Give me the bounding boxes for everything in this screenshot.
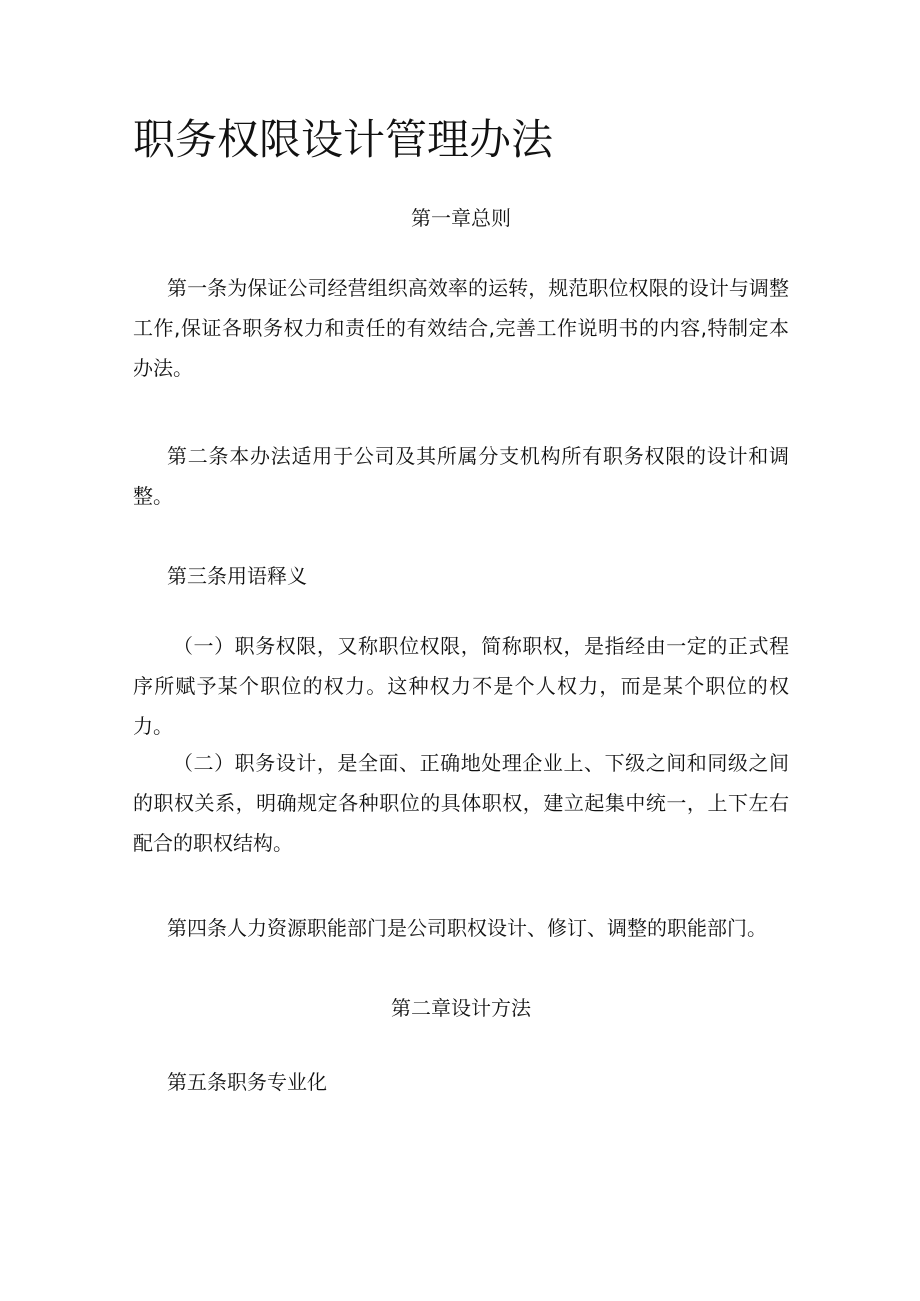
document-title: 职务权限设计管理办法 [133,115,554,164]
article-3: 第三条用语释义 [167,564,307,588]
chapter-1-heading: 第一章总则 [411,206,511,230]
article-2: 第二条本办法适用于公司及其所属分支机构所有职务权限的设计和调整。 [133,444,789,508]
article-1: 第一条为保证公司经营组织高效率的运转，规范职位权限的设计与调整工作,保证各职务权力和责任的有效结合,完善工作说明书的内容,特制定本办法。 [133,276,789,380]
chapter-2-heading: 第二章设计方法 [391,996,531,1020]
article-3-item-2: （二）职务设计，是全面、正确地处理企业上、下级之间和同级之间的职权关系，明确规定各种职位的具体职权，建立起集中统一，上下左右配合的职权结构。 [133,751,789,855]
article-4: 第四条人力资源职能部门是公司职权设计、修订、调整的职能部门。 [167,916,767,940]
article-5: 第五条职务专业化 [167,1070,327,1094]
article-3-item-1: （一）职务权限，又称职位权限，简称职权，是指经由一定的正式程序所赋予某个职位的权力。这种权力不是个人权力，而是某个职位的权力。 [133,634,789,738]
